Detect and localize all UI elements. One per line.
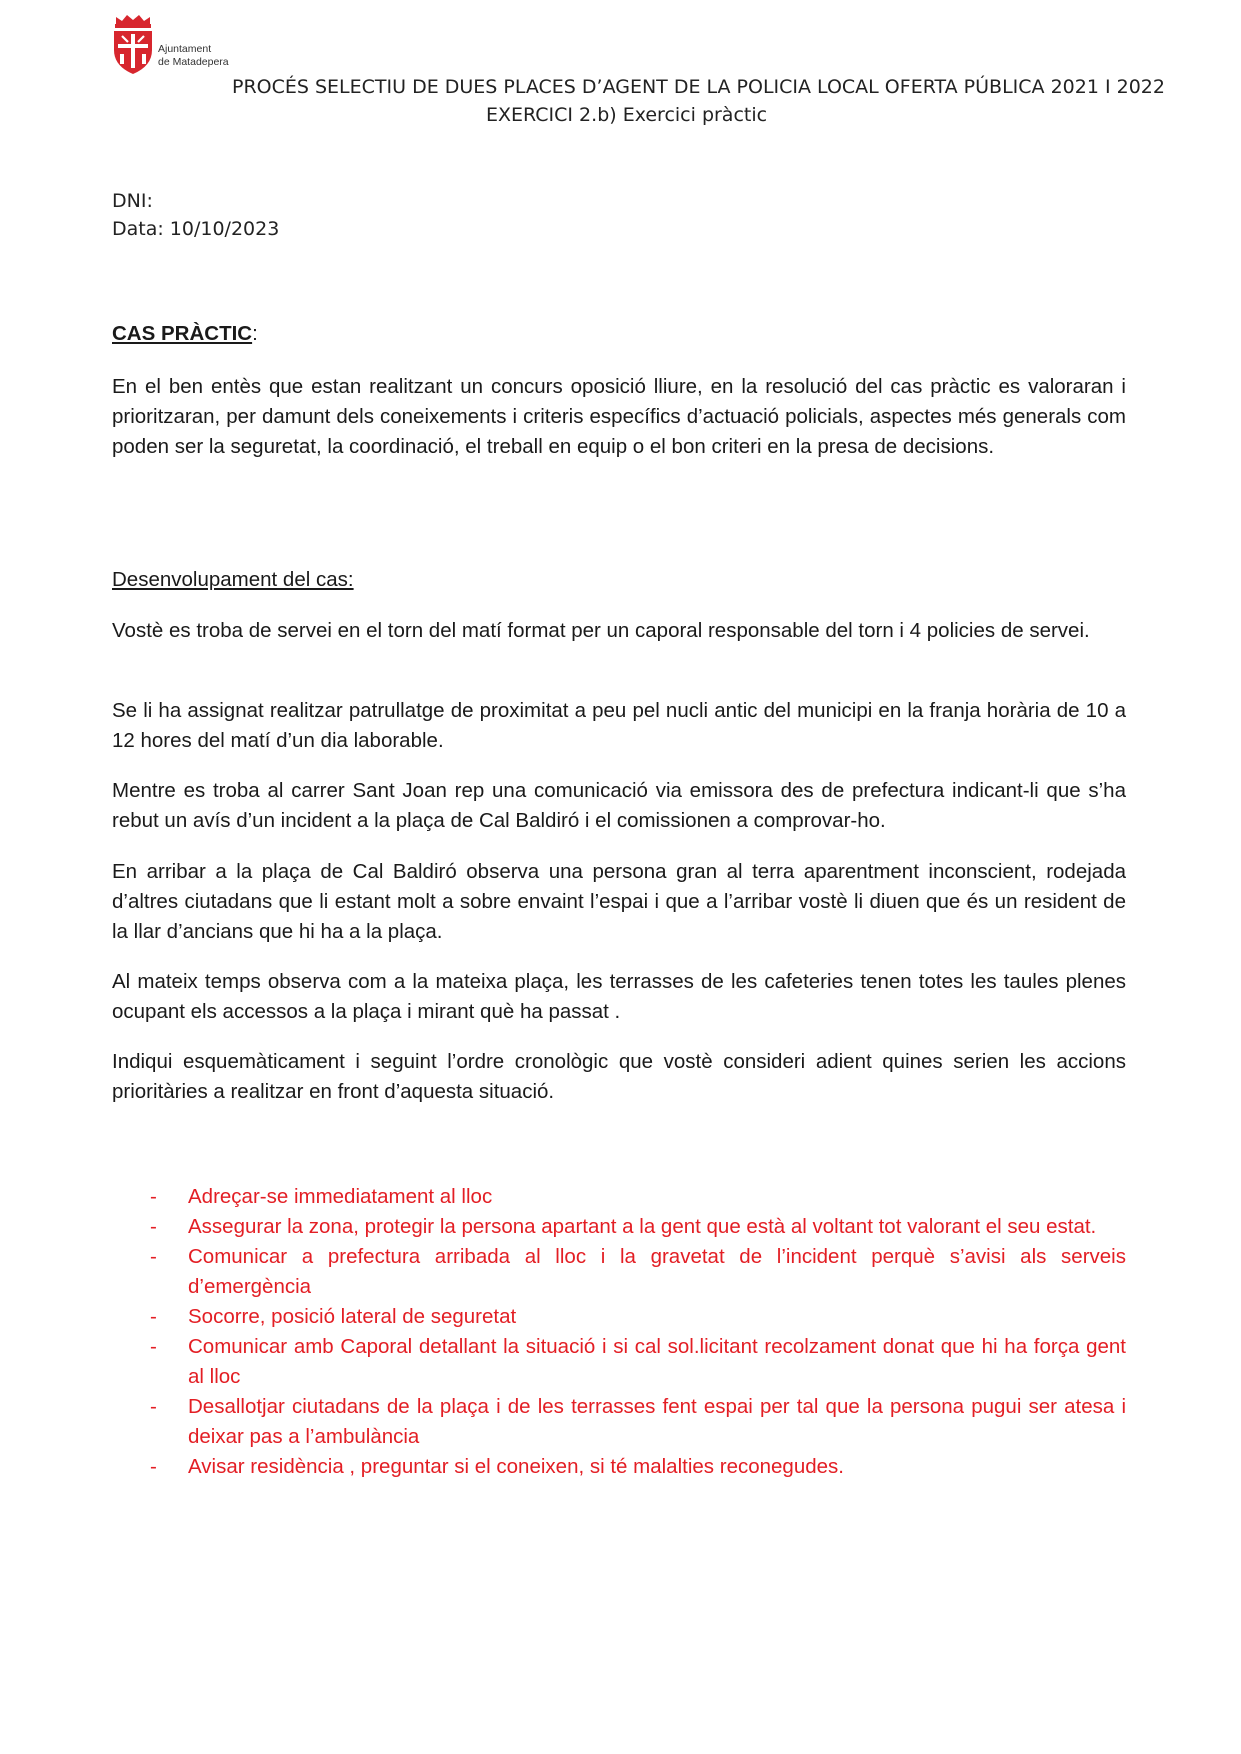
answer-bullet: -: [150, 1455, 157, 1478]
logo-line-2: de Matadepera: [158, 56, 229, 68]
answer-item: [112, 1212, 1126, 1242]
answer-bullet: -: [150, 1185, 157, 1208]
development-paragraph: Al mateix temps observa com a la mateixa plaça, les terrasses de les cafeteries tenen totes les taules plenes ocupant els accessos a la plaça i mirant què ha passat .: [112, 970, 1126, 1023]
dni-field: DNI:: [112, 190, 153, 212]
answer-text: Desallotjar ciutadans de la plaça i de les terrasses fent espai per tal que la persona pugui ser atesa i deixar pas a l’ambulància: [188, 1395, 1126, 1448]
coat-of-arms-icon: [110, 14, 156, 76]
development-paragraph: Se li ha assignat realitzar patrullatge de proximitat a peu pel nucli antic del municipi en la franja horària de 10 a 12 hores del matí d’un dia laborable.: [112, 699, 1126, 752]
answer-list: [112, 1182, 1126, 1482]
logo-text: [158, 43, 229, 69]
cas-practic-heading-colon: :: [252, 322, 258, 345]
intro-paragraph: En el ben entès que estan realitzant un concurs oposició lliure, en la resolució del cas pràctic es valoraran i prioritzaran, per damunt dels coneixements i criteris específics d’actuació policials, aspectes més generals com poden ser la seguretat, la coordinació, el treball en equip o el bon criteri en la presa de decisions.: [112, 375, 1126, 458]
answer-text: Assegurar la zona, protegir la persona apartant a la gent que està al voltant tot valorant el seu estat.: [188, 1215, 1097, 1238]
answer-text: Adreçar-se immediatament al lloc: [188, 1185, 493, 1208]
development-paragraph: Mentre es troba al carrer Sant Joan rep una comunicació via emissora des de prefectura indicant-li que s’ha rebut un avís d’un incident a la plaça de Cal Baldiró i el comissionen a comprovar-ho.: [112, 779, 1126, 832]
answer-item: [112, 1332, 1126, 1392]
answer-item: [112, 1182, 1126, 1212]
answer-bullet: -: [150, 1305, 157, 1328]
answer-bullet: -: [150, 1215, 157, 1238]
answer-item: [112, 1302, 1126, 1332]
cas-practic-heading-text: CAS PRÀCTIC: [112, 322, 253, 345]
date-field: Data: 10/10/2023: [112, 218, 280, 240]
answer-bullet: -: [150, 1245, 157, 1268]
answer-text: Comunicar amb Caporal detallant la situació i si cal sol.licitant recolzament donat que hi ha força gent al lloc: [188, 1335, 1126, 1388]
cas-practic-heading: [112, 322, 258, 346]
municipal-logo: [110, 14, 260, 80]
development-paragraph: Vostè es troba de servei en el torn del matí format per un caporal responsable del torn i 4 policies de servei.: [112, 619, 1090, 642]
answer-bullet: -: [150, 1335, 157, 1358]
answer-item: [112, 1392, 1126, 1452]
exam-header-title: PROCÉS SELECTIU DE DUES PLACES D’AGENT DE LA POLICIA LOCAL OFERTA PÚBLICA 2021 I 2022: [232, 76, 1165, 98]
exam-header-subtitle: EXERCICI 2.b) Exercici pràctic: [486, 104, 768, 126]
answer-bullet: -: [150, 1395, 157, 1418]
answer-item: [112, 1242, 1126, 1302]
answer-text: Socorre, posició lateral de seguretat: [188, 1305, 517, 1328]
answer-text: Comunicar a prefectura arribada al lloc i la gravetat de l’incident perquè s’avisi als serveis d’emergència: [188, 1245, 1126, 1298]
logo-line-1: Ajuntament: [158, 43, 212, 55]
development-paragraph: Indiqui esquemàticament i seguint l’ordre cronològic que vostè consideri adient quines serien les accions prioritàries a realitzar en front d’aquesta situació.: [112, 1050, 1126, 1103]
answer-text: Avisar residència , preguntar si el coneixen, si té malalties reconegudes.: [188, 1455, 844, 1478]
answer-item: [112, 1452, 1126, 1482]
development-heading: Desenvolupament del cas:: [112, 568, 354, 591]
development-paragraph: En arribar a la plaça de Cal Baldiró observa una persona gran al terra aparentment inconscient, rodejada d’altres ciutadans que li estant molt a sobre envaint l’espai i que a l’arribar vostè li diuen que és un resident de la llar d’ancians que hi ha a la plaça.: [112, 860, 1126, 943]
